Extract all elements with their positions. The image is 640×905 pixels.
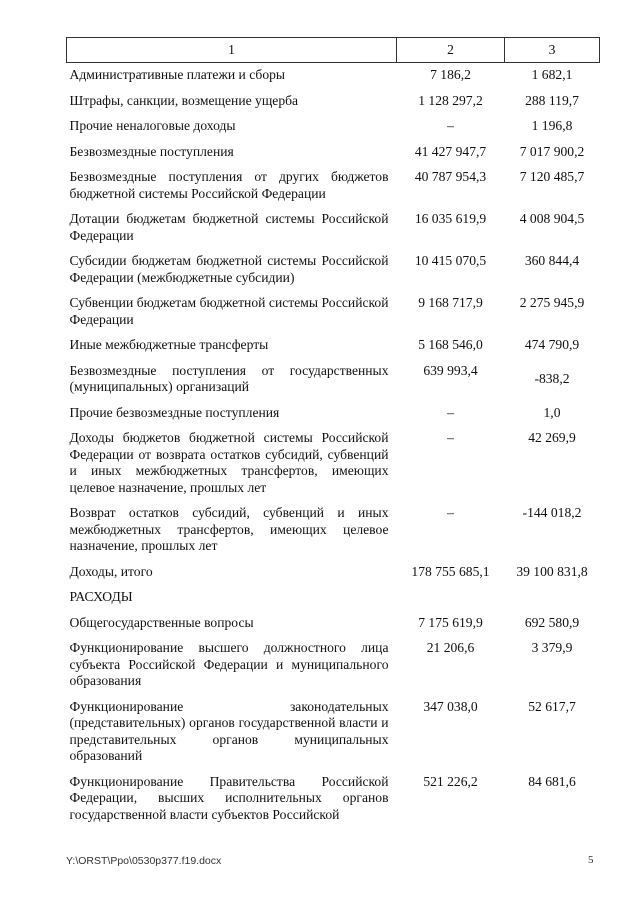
row-value-col2: – (447, 118, 454, 133)
row-value-col2: – (447, 505, 454, 520)
row-label: Дотации бюджетам бюджетной системы Российской Федерации (69, 211, 389, 243)
row-label: Субсидии бюджетам бюджетной системы Российской Федерации (межбюджетные субсидии) (69, 253, 389, 285)
row-value-col2: 639 993,4 (423, 362, 478, 378)
table-row (67, 611, 600, 637)
table-row (67, 401, 600, 427)
row-value-col3: -144 018,2 (522, 505, 582, 520)
row-value-col3: 52 617,7 (528, 698, 576, 714)
row-value-col2: 5 168 546,0 (418, 337, 483, 352)
row-value-col2: 9 168 717,9 (418, 295, 483, 310)
row-label: Иные межбюджетные трансферты (69, 337, 269, 352)
budget-table (66, 37, 600, 828)
row-label: Общегосударственные вопросы (69, 614, 254, 630)
section-heading: РАСХОДЫ (69, 589, 133, 604)
row-value-col2: 521 226,2 (423, 773, 478, 789)
row-value-col3: 7 120 485,7 (519, 169, 585, 184)
table-row (67, 426, 600, 501)
table-header-row (67, 38, 600, 63)
row-value-col2 (397, 585, 505, 611)
row-value-col3: 7 017 900,2 (519, 143, 585, 159)
row-value-col3: 1 682,1 (531, 67, 573, 82)
column-header-2: 2 (397, 38, 505, 63)
row-value-col2: – (447, 404, 454, 420)
row-label: Функционирование высшего должностного лица субъекта Российской Федерации и муниципального образования (69, 640, 389, 688)
row-label: Субвенции бюджетам бюджетной системы Российской Федерации (69, 295, 389, 327)
row-value-col2: 16 035 619,9 (414, 211, 487, 226)
row-value-col3: 39 100 831,8 (516, 563, 588, 579)
row-value-col2: 7 186,2 (430, 67, 471, 82)
row-value-col3: 42 269,9 (528, 430, 576, 445)
row-label: Прочие безвозмездные поступления (69, 404, 280, 420)
row-value-col3: 288 119,7 (525, 92, 579, 108)
table-row (67, 249, 600, 291)
table-row (67, 89, 600, 115)
row-value-col3: 474 790,9 (524, 337, 580, 352)
row-value-col2: 40 787 954,3 (414, 169, 487, 184)
row-value-col3: 360 844,4 (524, 253, 580, 268)
table-row (67, 333, 600, 359)
section-heading-row (67, 585, 600, 611)
row-value-col3: 4 008 904,5 (519, 211, 585, 226)
table-row (67, 695, 600, 770)
row-value-col2: 7 175 619,9 (418, 614, 483, 630)
table-row (67, 165, 600, 207)
page-number: 5 (588, 854, 594, 866)
row-value-col2: 347 038,0 (423, 698, 478, 714)
table-row (67, 636, 600, 695)
footer-file-path: Y:\ORST\Ppo\0530p377.f19.docx (66, 855, 222, 867)
row-label: Безвозмездные поступления от других бюджетов бюджетной системы Российской Федерации (69, 169, 389, 201)
row-label: Прочие неналоговые доходы (69, 118, 236, 133)
row-value-col2: 178 755 685,1 (411, 563, 490, 579)
row-label: Штрафы, санкции, возмещение ущерба (69, 92, 299, 108)
row-value-col3: 1 196,8 (531, 118, 573, 133)
row-value-col3 (505, 585, 600, 611)
row-label: Безвозмездные поступления от государственных (муниципальных) организаций (69, 362, 389, 394)
row-value-col3: -838,2 (534, 370, 570, 386)
column-header-3: 3 (505, 38, 600, 63)
row-value-col2: 41 427 947,7 (414, 143, 487, 159)
row-value-col2: – (447, 430, 454, 445)
table-row (67, 207, 600, 249)
row-value-col3: 84 681,6 (528, 773, 576, 789)
table-row (67, 359, 600, 401)
row-value-col3: 3 379,9 (531, 640, 573, 655)
column-header-1: 1 (67, 38, 397, 63)
row-label: Безвозмездные поступления (69, 143, 234, 159)
row-label: Доходы бюджетов бюджетной системы Российской Федерации от возврата остатков субсидий, субвенций и иных межбюджетных трансфертов, имеющих целевое назначение, прошлых лет (69, 430, 389, 495)
row-label: Возврат остатков субсидий, субвенций и иных межбюджетных трансфертов, имеющих целевое назначение, прошлых лет (69, 505, 389, 553)
row-value-col3: 2 275 945,9 (519, 295, 585, 310)
row-label: Функционирование законодательных (представительных) органов государственной власти и представительных органов муниципальных образований (69, 698, 389, 763)
table-row (67, 291, 600, 333)
row-value-col2: 21 206,6 (426, 640, 475, 655)
row-label: Функционирование Правительства Российской Федерации, высших исполнительных органов государственной власти субъектов Российской (69, 773, 389, 822)
row-label: Административные платежи и сборы (69, 67, 286, 82)
row-value-col2: 10 415 070,5 (414, 253, 487, 268)
table-row (67, 501, 600, 560)
row-value-col3: 692 580,9 (524, 614, 580, 630)
table-row (67, 63, 600, 89)
table-row (67, 114, 600, 140)
table-row-total (67, 560, 600, 586)
table-row (67, 770, 600, 829)
row-label: Доходы, итого (69, 563, 153, 579)
row-value-col2: 1 128 297,2 (418, 92, 483, 108)
table-row (67, 140, 600, 166)
row-value-col3: 1,0 (543, 404, 561, 420)
